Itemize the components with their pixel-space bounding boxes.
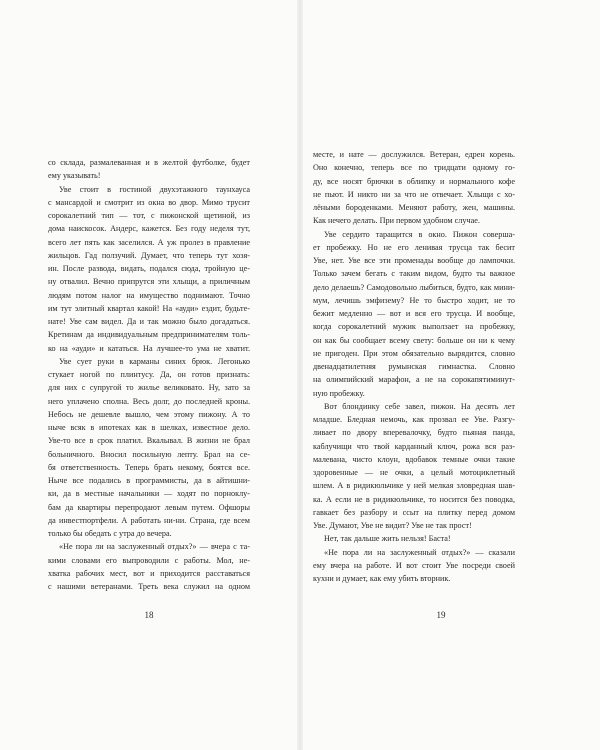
text-line: людям потом налог на имущество поднимают. Точно	[48, 290, 250, 300]
text-line: Кретинам да индивидуальным предпринимателям толь-	[48, 330, 250, 340]
text-line: здоровенные — не очки, а целый мотоциклетный	[313, 468, 515, 477]
text-line: «Не пора ли на заслуженный отдых?» — сказали	[324, 547, 515, 557]
text-line: «Не пора ли на заслуженный отдых?» — вчера с та-	[59, 542, 250, 552]
text-line: Уве стоит в гостиной двухэтажного таунхауса	[59, 184, 250, 194]
text-line: ки, да в местные начальники — ходят по порноклу-	[48, 489, 250, 499]
left-page-number: 18	[144, 610, 154, 620]
text-line: Только зачем бегать с таким видом, будто ты важное	[313, 269, 515, 279]
text-line: Уве сует руки в карманы синих брюк. Легонько	[59, 356, 250, 366]
text-line: он как бы сообщает всему свету: больше он ни к чему	[313, 335, 515, 345]
text-line: когда сорокалетний мужик выползает на пробежку,	[313, 322, 515, 332]
text-line: Вот блондинку себе завел, пижон. На десять лет	[324, 401, 515, 411]
text-line: каблучищи что твой карданный ключ, рожа вся раз-	[313, 441, 515, 451]
text-line: сорокалетний тип — тот, с пижонской щетиной, из	[48, 211, 250, 220]
text-line: им тут элитный квартал какой! На «ауди» ездит, будьте-	[48, 303, 250, 313]
text-line: мум, лечишь эмфизему? Не то быстро ходит, не то	[313, 295, 515, 305]
text-line: да инвестпортфели. А работать ни-ни. Страна, где всем	[48, 515, 250, 525]
text-line: дело делаешь? Самодовольно лыбиться, будто, как мини-	[313, 282, 515, 292]
text-line: с нашими ветеранами. Треть века служил на одном	[48, 582, 250, 591]
text-line: Оно конечно, теперь все по тридцати одному го-	[313, 163, 515, 173]
text-line: кухни и думает, как ему убить вторник.	[313, 574, 451, 583]
text-line: дома наискосок. Андерс, кажется. Без году неделя тут,	[48, 224, 250, 234]
right-page	[300, 0, 600, 750]
text-line: всего лет пять как заселился. А уж пролез в правление	[48, 237, 250, 247]
text-line: Небось не дешевле вышло, чем этому пижону. А то	[48, 409, 250, 419]
text-line: гавкает без разбору и ссыт на плитку перед домом	[313, 507, 515, 517]
text-line: Как нечего делать. При первом удобном случае.	[313, 216, 480, 226]
right-page-text	[313, 148, 515, 585]
text-line: месте, и нате — дослужился. Ветеран, едрен корень.	[313, 150, 515, 159]
text-line: ну отвалил. Вечно припрутся эти хлыщи, а приличным	[48, 277, 250, 287]
text-line: жильцов. Гад ползучий. Думает, что теперь тут хозя-	[48, 250, 250, 260]
text-line: ду, все носят брючки в облипку и нормального кофе	[313, 176, 515, 186]
text-line: Уве, нет. Уве все эти променады вообще до лампочки.	[313, 256, 515, 265]
text-line: ныче всяк в ипотеках как в шелках, известное дело.	[48, 423, 250, 432]
text-line: нате! Уве сам видел. Да и так можно было догадаться.	[48, 317, 250, 326]
text-line: ную пробежку.	[313, 388, 365, 398]
text-line: лёными бороденками. Меняют работу, жен, машины.	[313, 203, 515, 212]
text-line: только бы обедать с утра до вечера.	[48, 529, 172, 538]
text-line: малевана, чисто клоун, вдобавок темные очки такие	[313, 454, 515, 464]
text-line: Уве. Думают, Уве не видит? Уве не так прост!	[313, 521, 472, 530]
text-line: не пьют. И никто ни за что не отвечает. Хлыщи с хо-	[313, 189, 515, 199]
text-line: со склада, размалеванная и в желтой футболке, будет	[48, 158, 250, 167]
text-line: ин. После развода, видать, подался сюда, тройную це-	[48, 264, 250, 273]
text-line: ливает по двору вперевалочку, будто пьяная панда,	[313, 428, 515, 438]
text-line: младше. Бледная немочь, как прозвал ее Уве. Разгу-	[313, 415, 515, 424]
text-line: не пригоден. При этом обязательно вырядится, словно	[313, 348, 515, 358]
text-line: больничного. Вносил посильную лепту. Брал на се-	[48, 449, 250, 459]
text-line: кими словами его выпроводили с работы. Мол, не-	[48, 555, 250, 565]
text-line: двенадцатилетняя румынская гимнастка. Словно	[313, 362, 515, 371]
text-line: с мансардой и смотрит из окна во двор. Мимо трусит	[48, 197, 250, 207]
text-line: него уплачено сполна. Весь долг, до последней кроны.	[48, 396, 250, 406]
text-line: бежит медленно — вот и вся его трусца. И вообще,	[313, 309, 515, 318]
text-line: хватка рабочих мест, вот и приходится расставаться	[48, 568, 250, 578]
text-line: Ныче все подались в программисты, да в айтишни-	[48, 476, 250, 485]
text-line: Уве-то все в срок платил. Вкалывал. В жизни не брал	[48, 436, 250, 446]
text-line: бя ответственность. Теперь брать некому, боятся все.	[48, 462, 250, 472]
right-page-number: 19	[436, 610, 446, 620]
text-line: ет пробежку. Но не его ленивая трусца так бесит	[313, 242, 515, 252]
text-line: Нет, так дальше жить нельзя! Баста!	[324, 534, 451, 544]
text-line: ему вчера на работе. И вот стоит Уве посреди своей	[313, 560, 515, 570]
text-line: шлем. А в ридикюльчике у ней мелкая зловредная шав-	[313, 481, 515, 491]
text-line: Уве сердито таращится в окно. Пижон соверша-	[324, 229, 515, 239]
text-line: стукает ногой по плинтусу. Да, он готов признать:	[48, 370, 250, 379]
text-line: ему указывать!	[48, 171, 101, 181]
text-line: бам да квартиры перепродают левым путем. Офшоры	[48, 502, 250, 512]
left-page-text	[48, 156, 250, 593]
text-line: ко на «ауди» и кататься. На лучшее-то ума не хватит.	[48, 343, 250, 353]
text-line: ка. А если не в ридикюльчике, то носится без поводка,	[313, 494, 515, 504]
text-line: для них с супругой то жилье великовато. Ну, зато за	[48, 383, 250, 393]
text-line: на олимпийский марафон, а не на сорокапятиминут-	[313, 375, 515, 385]
